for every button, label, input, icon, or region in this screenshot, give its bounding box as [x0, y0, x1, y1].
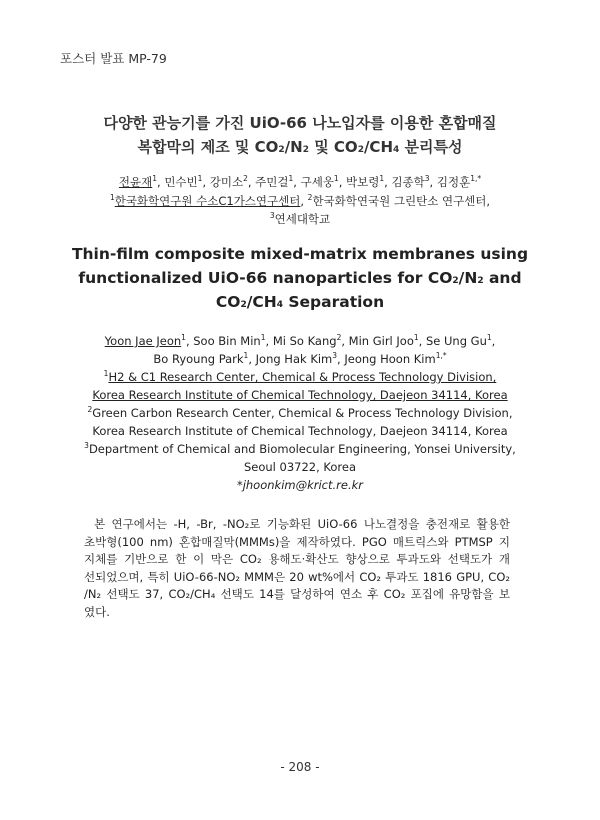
kt2-h: 4	[393, 145, 400, 155]
english-author: Min Girl Joo	[348, 334, 414, 348]
sep: ,	[185, 334, 194, 348]
korean-title-line-2	[0, 136, 600, 157]
sep: ,	[265, 334, 273, 348]
sep: ,	[418, 334, 426, 348]
english-affiliation-1-line-1	[0, 370, 600, 384]
affiliation-2-text: Green Carbon Research Center, Chemical & Process Technology Division,	[92, 406, 513, 420]
abstract-line: 였다.	[84, 604, 110, 619]
korean-author: 강미소	[209, 175, 244, 189]
korean-author: 박보령	[346, 175, 380, 189]
english-title-line-1: Thin-film composite mixed-matrix membranes using	[71, 245, 529, 263]
korean-affiliation-line-2	[0, 211, 600, 227]
author-sup: 1	[260, 333, 266, 343]
et2-d: 2	[477, 276, 484, 286]
trailing-comma: ,	[491, 334, 496, 348]
sep: ,	[341, 334, 349, 348]
author-sup: 1,*	[470, 174, 482, 184]
et3-d: 4	[276, 300, 283, 310]
kt2-c: /N	[284, 138, 303, 156]
abstract	[84, 516, 510, 621]
english-author: Yoon Jae Jeon	[104, 334, 182, 348]
english-author: Se Ung Gu	[425, 334, 487, 348]
et3-b: 2	[240, 300, 247, 310]
author-sup: 1	[243, 351, 249, 361]
english-affiliation-1-line-2	[0, 388, 600, 402]
aff-sep: ,	[300, 194, 308, 208]
english-authors-line-1	[0, 334, 600, 348]
english-title-line-2	[0, 269, 600, 287]
kt2-f: 2	[357, 145, 364, 155]
korean-authors: 전윤재$^1$, 민수빈$^1$, 강미소$^2$, 주민걸$^1$, 구세웅$^1$, 박보령$^1$, 김종학$^3$, 김정훈$^{1,*}$	[118, 174, 482, 189]
aff-sup: 1	[103, 369, 109, 379]
kt2-d: 2	[302, 145, 309, 155]
author-sup: 1	[288, 174, 294, 184]
sep: ,	[248, 352, 256, 366]
korean-affiliation-3: 연세대학교	[274, 212, 331, 226]
author-sup: 1	[486, 333, 492, 343]
korean-author: 주민걸	[255, 175, 289, 189]
abstract-line: 초박형(100 nm) 혼합매질막(MMMs)을 제작하였다. PGO 매트릭스와 PTMSP 지	[84, 534, 510, 549]
aff-sup: 1	[109, 193, 115, 203]
english-authors-line-2	[0, 352, 600, 366]
kt2-a: 복합막의 제조 및 CO	[137, 138, 279, 156]
english-author: Bo Ryoung Park	[153, 352, 244, 366]
et3-a: CO	[215, 293, 241, 311]
page-number: - 208 -	[280, 760, 320, 774]
english-affiliation-2-line-2: Korea Research Institute of Chemical Technology, Daejeon 34114, Korea	[92, 424, 508, 438]
korean-author: 김정훈	[436, 175, 471, 189]
korean-affiliation-2: 한국화학연국원 그린탄소 연구센터,	[312, 194, 491, 208]
et2-b: 2	[452, 276, 459, 286]
english-affiliation-2-line-1	[0, 406, 600, 420]
kt2-b: 2	[278, 145, 285, 155]
english-title-line-3	[0, 293, 600, 311]
affiliation-1-text-2: Korea Research Institute of Chemical Technology, Daejeon 34114, Korea	[92, 388, 508, 402]
english-author: Soo Bin Min	[193, 334, 261, 348]
korean-author: 구세웅	[300, 175, 334, 189]
et2-a: functionalized UiO-66 nanoparticles for CO	[78, 269, 453, 287]
english-affiliation-3-line-2: Seoul 03722, Korea	[243, 460, 357, 474]
author-sup: 1	[152, 174, 158, 184]
author-sup: 1	[379, 174, 385, 184]
english-author: Mi So Kang	[272, 334, 337, 348]
sep: ,	[337, 352, 345, 366]
author-sup: 2	[336, 333, 342, 343]
aff-sup: 2	[87, 405, 93, 415]
english-author: Jeong Hoon Kim	[344, 352, 436, 366]
abstract-line: 선되었으며, 특히 UiO-66-NO₂ MMM은 20 wt%에서 CO₂ 투과도 1816 GPU, CO₂	[84, 569, 510, 584]
kt2-g: /CH	[363, 138, 393, 156]
english-affiliation-3-line-1	[0, 442, 600, 456]
et2-c: /N	[458, 269, 478, 287]
author-sup: 3	[424, 174, 430, 184]
author-sup: 1,*	[435, 351, 447, 361]
kt2-i: 분리특성	[399, 138, 463, 156]
corresponding-email: *jhoonkim@krict.re.kr	[236, 478, 364, 492]
aff-sup: 2	[307, 193, 313, 203]
korean-author: 민수빈	[164, 175, 198, 189]
korean-author: 전윤재	[118, 175, 153, 189]
korean-author: 김종학	[391, 175, 425, 189]
aff-sup: 3	[269, 211, 275, 221]
abstract-line: /N₂ 선택도 37, CO₂/CH₄ 선택도 14를 달성하여 연소 후 CO₂ 포집에 유망함을 보	[84, 587, 510, 601]
aff-sup: 3	[84, 441, 89, 451]
korean-affiliation-1: 한국화학연구원 수소C1가스연구센터	[114, 194, 301, 208]
korean-title-line-1: 다양한 관능기를 가진 UiO-66 나노입자를 이용한 혼합매질	[103, 114, 497, 132]
english-author: Jong Hak Kim	[255, 352, 333, 366]
korean-affiliation-line-1	[0, 193, 600, 209]
author-sup: 1	[181, 333, 186, 343]
author-sup: 1	[413, 333, 419, 343]
affiliation-3-text: Department of Chemical and Biomolecular Engineering, Yonsei University,	[88, 442, 516, 456]
affiliation-1-text: H2 & C1 Research Center, Chemical & Process Technology Division,	[108, 370, 497, 384]
author-sup: 3	[332, 351, 338, 361]
author-sup: 1	[197, 174, 203, 184]
author-sup: 2	[243, 174, 248, 184]
kt2-e: 및 CO	[308, 138, 358, 156]
author-sup: 1	[333, 174, 339, 184]
abstract-line: 본 연구에서는 -H, -Br, -NO₂로 기능화된 UiO-66 나노결정을 충전재로 활용한	[94, 517, 510, 531]
et3-c: /CH	[246, 293, 277, 311]
et3-e: Separation	[282, 293, 385, 311]
et2-e: and	[483, 269, 522, 287]
abstract-line: 지체를 기반으로 한 이 막은 CO₂ 용해도·확산도 향상으로 투과도와 선택도가 개	[84, 552, 510, 566]
poster-label: 포스터 발표 MP-79	[60, 51, 167, 66]
